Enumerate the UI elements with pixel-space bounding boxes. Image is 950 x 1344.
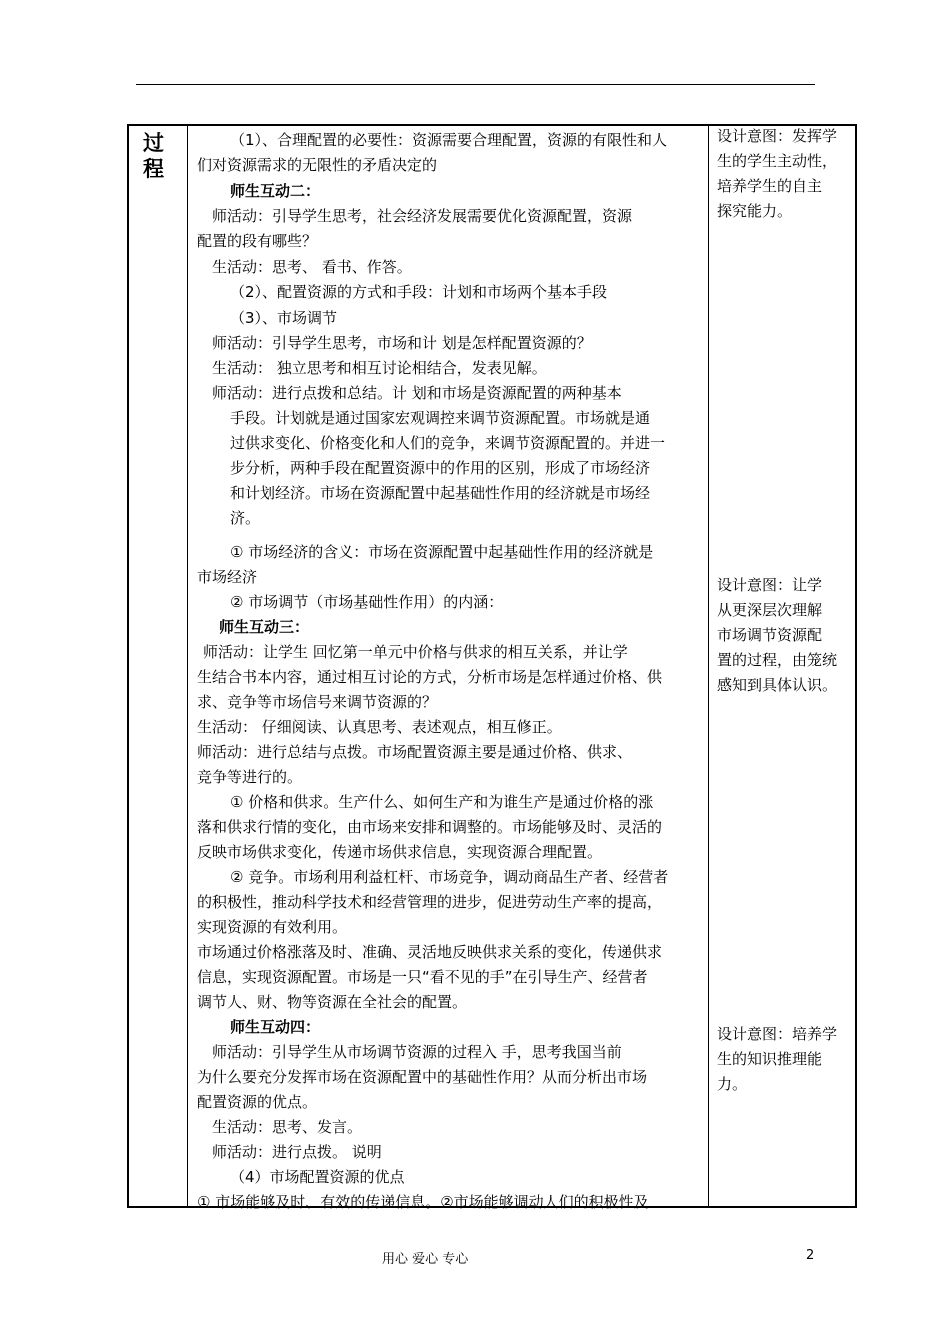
content-line: 生活动：思考、 看书、作答。 [212,258,412,276]
header-rule [136,84,815,85]
design-intent-line: 市场调节资源配 [717,626,823,644]
content-line: 生结合书本内容，通过相互讨论的方式，分析市场是怎样通过价格、供 [197,668,663,686]
content-line: 步分析，两种手段在配置资源中的作用的区别，形成了市场经济 [230,459,651,477]
content-line: 师活动：进行点拨。 说明 [212,1143,382,1161]
content-line: 市场通过价格涨落及时、准确、灵活地反映供求关系的变化，传递供求 [197,943,663,961]
content-line: 师活动：进行点拨和总结。计 划和市场是资源配置的两种基本 [212,384,622,402]
content-line: 调节人、财、物等资源在全社会的配置。 [197,993,468,1011]
design-intent-line: 力。 [717,1075,748,1093]
design-intent-note [717,124,853,224]
content-line: 的积极性，推动科学技术和经营管理的进步，促进劳动生产率的提高， [197,893,663,911]
section-label-char: 程 [143,156,164,181]
footer-motto: 用心 爱心 专心 [382,1252,469,1267]
content-line: 落和供求行情的变化，由市场来安排和调整的。市场能够及时、灵活的 [197,818,663,836]
content-line: 反映市场供求变化，传递市场供求信息，实现资源合理配置。 [197,843,603,861]
design-intent-line: 设计意图：培养学 [717,1025,838,1043]
design-intent-line: 设计意图：发挥学 [717,127,838,145]
content-line: 竞争等进行的。 [197,768,303,786]
design-intent-line: 生的学生主动性， [717,152,838,170]
content-line: 配置资源的优点。 [197,1093,318,1111]
content-line: 师活动：引导学生思考，社会经济发展需要优化资源配置，资源 [212,207,633,225]
content-line: （4）市场配置资源的优点 [230,1168,405,1186]
interaction-heading: 师生互动二： [230,182,321,200]
page-number: 2 [806,1248,815,1263]
content-line: ② 竞争。市场利用利益杠杆、市场竞争，调动商品生产者、经营者 [230,868,669,886]
design-intent-line: 生的知识推理能 [717,1050,823,1068]
content-line: ① 市场能够及时、有效的传递信息。②市场能够调动人们的积极性及 [197,1193,649,1211]
content-line: 生活动：思考、发言。 [212,1118,363,1136]
content-line: 师活动：引导学生从市场调节资源的过程入 手，思考我国当前 [212,1043,622,1061]
content-line: 实现资源的有效利用。 [197,918,348,936]
content-line: 们对资源需求的无限性的矛盾决定的 [197,156,438,174]
design-intent-note [717,573,853,698]
design-intent-line: 感知到具体认识。 [717,676,838,694]
content-line: 求、竞争等市场信号来调节资源的？ [197,693,438,711]
content-line: 配置的段有哪些？ [197,232,318,250]
design-intent-line: 培养学生的自主 [717,177,823,195]
content-line: （2）、配置资源的方式和手段：计划和市场两个基本手段 [230,283,608,301]
content-line: 过供求变化、价格变化和人们的竞争，来调节资源配置的。并进一 [230,434,666,452]
content-line: 生活动： 独立思考和相互讨论相结合，发表见解。 [212,359,547,377]
content-line: 师活动：让学生 回忆第一单元中价格与供求的相互关系，并让学 [203,643,628,661]
design-intent-line: 探究能力。 [717,202,793,220]
content-line: 为什么要充分发挥市场在资源配置中的基础性作用？从而分析出市场 [197,1068,648,1086]
content-line: （3）、市场调节 [230,309,338,327]
content-line: 师活动：进行总结与点拨。市场配置资源主要是通过价格、供求、 [197,743,633,761]
content-line: 生活动： 仔细阅读、认真思考、表述观点，相互修正。 [197,718,562,736]
design-intent-note [717,1022,853,1097]
interaction-heading: 师生互动四： [230,1018,321,1036]
interaction-heading: 师生互动三： [219,618,310,636]
content-line: ① 价格和供求。生产什么、如何生产和为谁生产是通过价格的涨 [230,793,654,811]
content-line: 手段。计划就是通过国家宏观调控来调节资源配置。市场就是通 [230,409,651,427]
content-line: ① 市场经济的含义：市场在资源配置中起基础性作用的经济就是 [230,543,654,561]
design-intent-line: 设计意图：让学 [717,576,823,594]
section-label-char: 过 [143,130,164,155]
teaching-process-content [127,124,705,1211]
content-line: 市场经济 [197,568,258,586]
content-line: （1）、合理配置的必要性：资源需要合理配置，资源的有限性和人 [230,131,668,149]
design-intent-line: 置的过程，由笼统 [717,651,838,669]
content-line: 信息，实现资源配置。市场是一只“看不见的手”在引导生产、经营者 [197,968,648,986]
content-line: 师活动：引导学生思考，市场和计 划是怎样配置资源的？ [212,334,592,352]
content-line: ② 市场调节（市场基础性作用）的内涵： [230,593,504,611]
content-line: 和计划经济。市场在资源配置中起基础性作用的经济就是市场经 [230,484,651,502]
design-intent-column [707,124,853,1208]
design-intent-line: 从更深层次理解 [717,601,823,619]
content-line: 济。 [230,509,261,527]
